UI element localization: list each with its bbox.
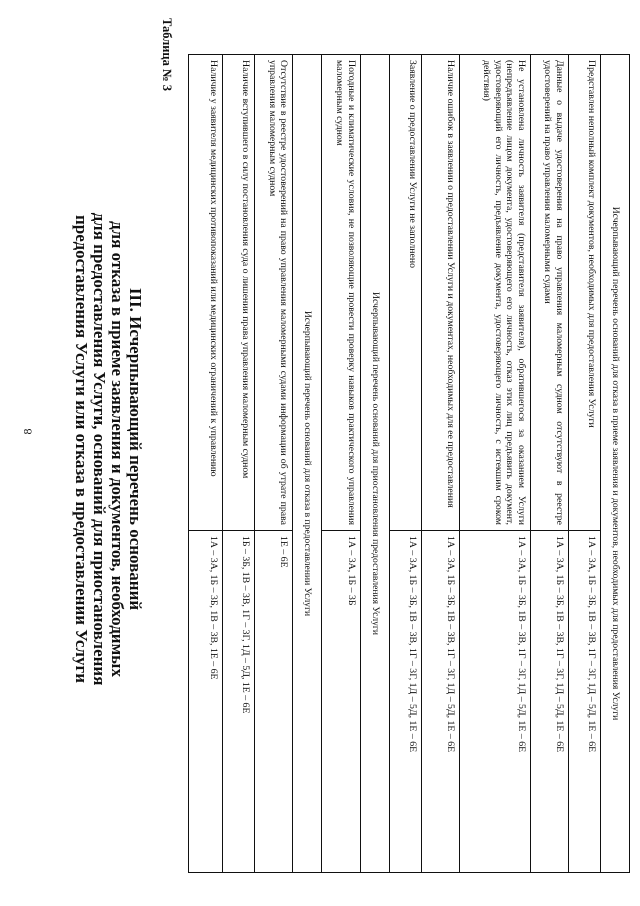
- codes-cell: 1Б – 3Б, 1В – 3В, 1Г – 3Г, 1Д – 5Д, 1Е – 6Е: [223, 531, 255, 873]
- title-line: III. Исчерпывающий перечень оснований: [126, 287, 145, 611]
- codes-cell: 1А – 3А, 1Б – 3Б, 1В – 3В, 1Г – 3Г, 1Д – 5Д, 1Е – 6Е: [460, 531, 530, 873]
- reason-cell: Представлен неполный комплект документов, необходимых для предоставления Услуги: [568, 55, 600, 531]
- codes-cell: 1А – 3А, 1Б – 3Б, 1В – 3В, 1Г – 3Г, 1Д – 5Д, 1Е – 6Е: [568, 531, 600, 873]
- table-row: [421, 55, 459, 873]
- title-line: предоставления Услуги или отказа в предоставлении Услуги: [72, 214, 91, 684]
- reason-cell: Наличие ошибок в заявлении о предоставлении Услуги и документах, необходимых для ее предоставления: [421, 55, 459, 531]
- table-row: [254, 55, 292, 873]
- codes-cell: 1А – 3А, 1Б – 3Б, 1В – 3В, 1Г – 3Г, 1Д – 5Д, 1Е – 6Е: [390, 531, 422, 873]
- page-title: [72, 14, 144, 884]
- codes-cell: 1А – 3А, 1Б – 3Б, 1В – 3В, 1Г – 3Г, 1Д – 5Д, 1Е – 6Е: [421, 531, 459, 873]
- section-title: Исчерпывающий перечень оснований для отказа в приеме заявления и документов, необходимых для предоставления Услуги: [600, 55, 629, 873]
- rotated-page: [70, 14, 630, 884]
- title-line: для предоставления Услуги, оснований для приостановления: [90, 212, 109, 686]
- codes-cell: 1Е – 6Е: [254, 531, 292, 873]
- table-row: [390, 55, 422, 873]
- title-line: для отказа в приеме заявления и документов, необходимых: [108, 221, 127, 677]
- page-number: 8: [20, 428, 35, 435]
- reason-cell: Наличие у заявителя медицинских противопоказаний или медицинских ограничений к управлению: [189, 55, 223, 531]
- table-row: [223, 55, 255, 873]
- table-row: [460, 55, 530, 873]
- reason-cell: Не установлена личность заявителя (представителя заявителя), обратившегося за оказанием Услуги (непредъявление лицом документа, удостоверяющего его личность, отказ этих лиц предъявить документ, удостоверяющий его личность, предъявление документа, удостоверяющего личность, с истекшим сроком действия): [460, 55, 530, 531]
- table-row: [322, 55, 360, 873]
- section-header-row: [600, 55, 629, 873]
- reason-cell: Данные о выдаче удостоверения на право управления маломерным судном отсутствуют в реестре удостоверений на право управления маломерными судами: [530, 55, 568, 531]
- table-row: [568, 55, 600, 873]
- reason-cell: Погодные и климатические условия, не позволяющие провести проверку навыков практического управления маломерным судном: [322, 55, 360, 531]
- table-row: [189, 55, 223, 873]
- section-header-row: [360, 55, 389, 873]
- section-title: Исчерпывающий перечень оснований для отказа в предоставлении Услуги: [293, 55, 322, 873]
- reason-cell: Заявление о предоставлении Услуги не заполнено: [390, 55, 422, 531]
- codes-cell: 1А – 3А, 1Б – 3Б, 1В – 3В, 1Г – 3Г, 1Д – 5Д, 1Е – 6Е: [530, 531, 568, 873]
- reason-cell: Наличие вступившего в силу постановления суда о лишении права управления маломерным судном: [223, 55, 255, 531]
- codes-cell: 1А – 3А, 1Б – 3Б: [322, 531, 360, 873]
- table-label: Таблица № 3: [160, 18, 174, 91]
- table-row: [530, 55, 568, 873]
- grounds-table: [188, 54, 630, 873]
- codes-cell: 1А – 3А, 1Б – 3Б, 1В – 3В, 1Е – 6Е: [189, 531, 223, 873]
- section-title: Исчерпывающий перечень оснований для приостановления предоставления Услуги: [360, 55, 389, 873]
- section-header-row: [293, 55, 322, 873]
- reason-cell: Отсутствие в реестре удостоверений на право управления маломерными судами информации об утрате права управления маломерным судном: [254, 55, 292, 531]
